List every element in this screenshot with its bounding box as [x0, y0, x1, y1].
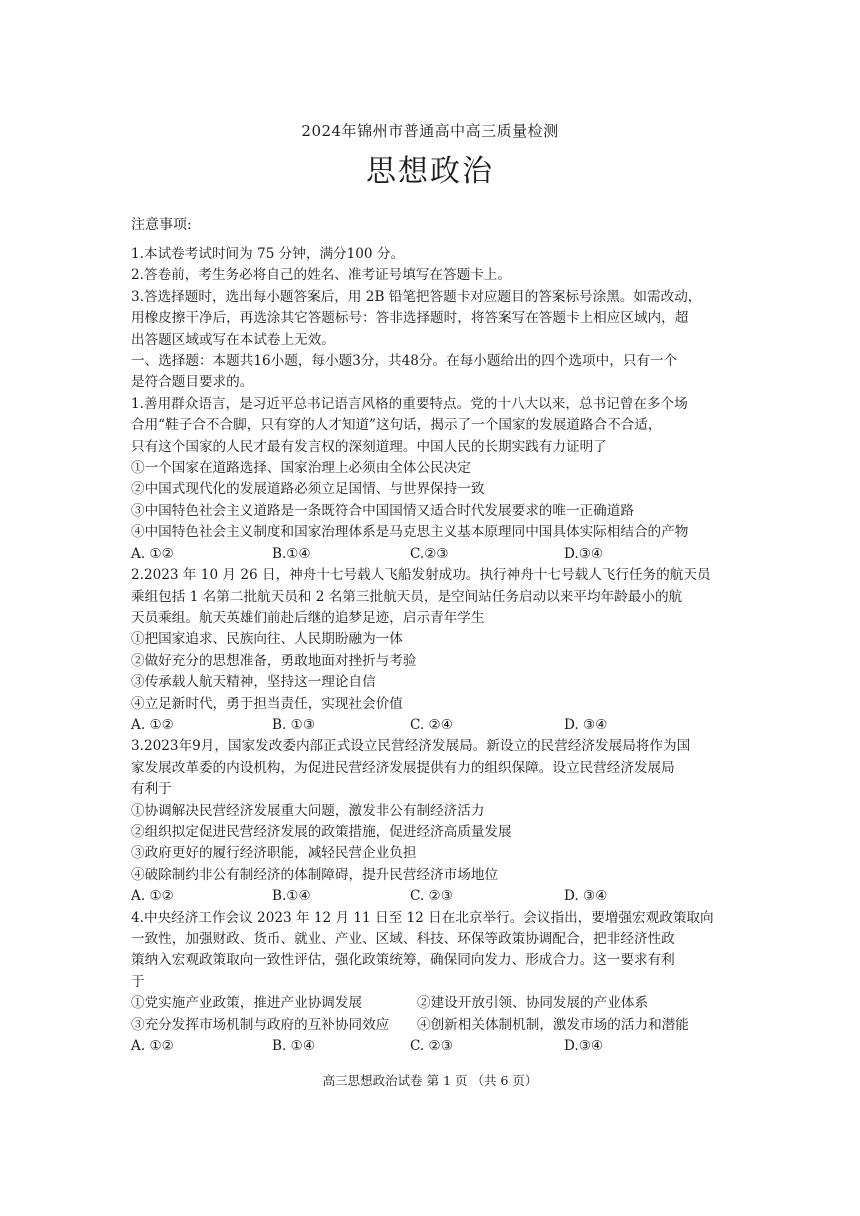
question-item-pair [131, 1015, 751, 1036]
question-stem: 只有这个国家的人民才最有发言权的深刻道理。中国人民的长期实践有力证明了 [131, 438, 607, 455]
question-stem: 3.2023年9月，国家发改委内部正式设立民营经济发展局。新设立的民营经济发展局将作为国 [131, 738, 691, 755]
option-c: C. ②③ [410, 888, 453, 905]
question-item: ③政府更好的履行经济职能，减轻民营企业负担 [131, 845, 417, 862]
exam-subtitle: 2024年锦州市普通高中高三质量检测 [301, 122, 559, 140]
question-2 [131, 565, 751, 736]
option-b: B.①④ [272, 545, 311, 562]
question-stem: 乘组包括 1 名第二批航天员和 2 名第三批航天员，是空间站任务启动以来平均年龄最小的航 [131, 588, 683, 605]
answer-options [131, 544, 751, 565]
section-line: 是符合题目要求的。 [131, 374, 254, 391]
answer-options [131, 1036, 751, 1057]
answer-options [131, 886, 751, 907]
question-stem: 有利于 [131, 781, 172, 798]
section-line: 一、选择题：本题共16小题，每小题3分，共48分。在每小题给出的四个选项中，只有一个 [131, 353, 678, 370]
option-b: B.①④ [272, 888, 311, 905]
question-stem: 4.中央经济工作会议 2023 年 12 月 11 日至 12 日在北京举行。会议指出，要增强宏观政策取向 [131, 909, 714, 926]
page-footer: 高三思想政治试卷 第 1 页 （共 6 页） [322, 1073, 538, 1088]
question-item: ①协调解决民营经济发展重大问题，激发非公有制经济活力 [131, 802, 485, 819]
notice-list [131, 244, 751, 351]
question-item-pair [131, 993, 751, 1014]
question-3 [131, 736, 751, 907]
exam-title: 思想政治 [366, 154, 494, 189]
question-stem: 2.2023 年 10 月 26 日，神舟十七号载人飞船发射成功。执行神舟十七号载人飞行任务的航天员 [131, 567, 711, 584]
notice-line: 2.答卷前，考生务必将自己的姓名、准考证号填写在答题卡上。 [131, 267, 511, 284]
question-stem: 天员乘组。航天英雄们前赴后继的追梦足迹，启示青年学生 [131, 609, 485, 626]
option-c: C.②③ [410, 545, 449, 562]
question-stem: 策纳入宏观政策取向一致性评估，强化政策统筹，确保同向发力、形成合力。这一要求有利 [131, 952, 675, 969]
option-d: D. ③④ [564, 888, 608, 905]
question-item: ②组织拟定促进民营经济发展的政策措施，促进经济高质量发展 [131, 823, 512, 840]
question-item: ①把国家追求、民族向往、人民期盼融为一体 [131, 631, 403, 648]
answer-options [131, 715, 751, 736]
question-item: ④中国特色社会主义制度和国家治理体系是马克思主义基本原理同中国具体实际相结合的产物 [131, 524, 689, 541]
option-d: D.③④ [564, 545, 604, 562]
question-item: ④创新相关体制机制，激发市场的活力和潜能 [417, 1016, 689, 1033]
option-b: B. ①④ [272, 1038, 316, 1055]
notice-heading: 注意事项: [131, 217, 192, 233]
question-item: ④立足新时代，勇于担当责任，实现社会价值 [131, 695, 403, 712]
question-stem: 家发展改革委的内设机构，为促进民营经济发展提供有力的组织保障。设立民营经济发展局 [131, 759, 675, 776]
option-a: A. ①② [131, 1038, 174, 1055]
notice-line: 出答题区域或写在本试卷上无效。 [131, 331, 335, 348]
question-item: ②建设开放引领、协同发展的产业体系 [417, 995, 649, 1012]
question-item: ③充分发挥市场机制与政府的互补协同效应 [131, 1016, 390, 1033]
question-1 [131, 394, 751, 565]
question-stem: 1.善用群众语言，是习近平总书记语言风格的重要特点。党的十八大以来，总书记曾在多个场 [131, 395, 688, 412]
question-item: ①党实施产业政策，推进产业协调发展 [131, 995, 363, 1012]
option-d: D. ③④ [564, 716, 608, 733]
option-a: A. ①② [131, 716, 174, 733]
question-stem: 一致性，加强财政、货币、就业、产业、区域、科技、环保等政策协调配合，把非经济性政 [131, 931, 675, 947]
section-heading [131, 351, 751, 394]
option-c: C. ②③ [410, 1038, 453, 1055]
question-stem: 合用“鞋子合不合脚，只有穿的人才知道”这句话，揭示了一个国家的发展道路合不合适， [131, 417, 662, 434]
question-stem: 于 [131, 973, 145, 990]
question-4 [131, 908, 751, 1058]
question-item: ②做好充分的思想准备，勇敢地面对挫折与考验 [131, 652, 417, 669]
option-a: A. ①② [131, 888, 174, 905]
question-item: ③传承载人航天精神，坚持这一理论自信 [131, 674, 376, 691]
option-b: B. ①③ [272, 716, 316, 733]
option-a: A. ①② [131, 545, 174, 562]
question-item: ④破除制约非公有制经济的体制障碍，提升民营经济市场地位 [131, 866, 499, 883]
exam-content [131, 244, 751, 1057]
question-item: ②中国式现代化的发展道路必须立足国情、与世界保持一致 [131, 481, 485, 498]
question-item: ③中国特色社会主义道路是一条既符合中国国情又适合时代发展要求的唯一正确道路 [131, 502, 634, 519]
question-item: ①一个国家在道路选择、国家治理上必须由全体公民决定 [131, 460, 471, 477]
option-d: D.③④ [564, 1038, 604, 1055]
notice-line: 用橡皮擦干净后，再选涂其它答题标号：答非选择题时，将答案写在答题卡上相应区域内，超 [131, 310, 689, 327]
option-c: C. ②④ [410, 716, 453, 733]
notice-line: 3.答选择题时，选出每小题答案后，用 2B 铅笔把答题卡对应题目的答案标号涂黑。如需改动， [131, 288, 702, 305]
notice-line: 1.本试卷考试时间为 75 分钟，满分100 分。 [131, 246, 405, 262]
